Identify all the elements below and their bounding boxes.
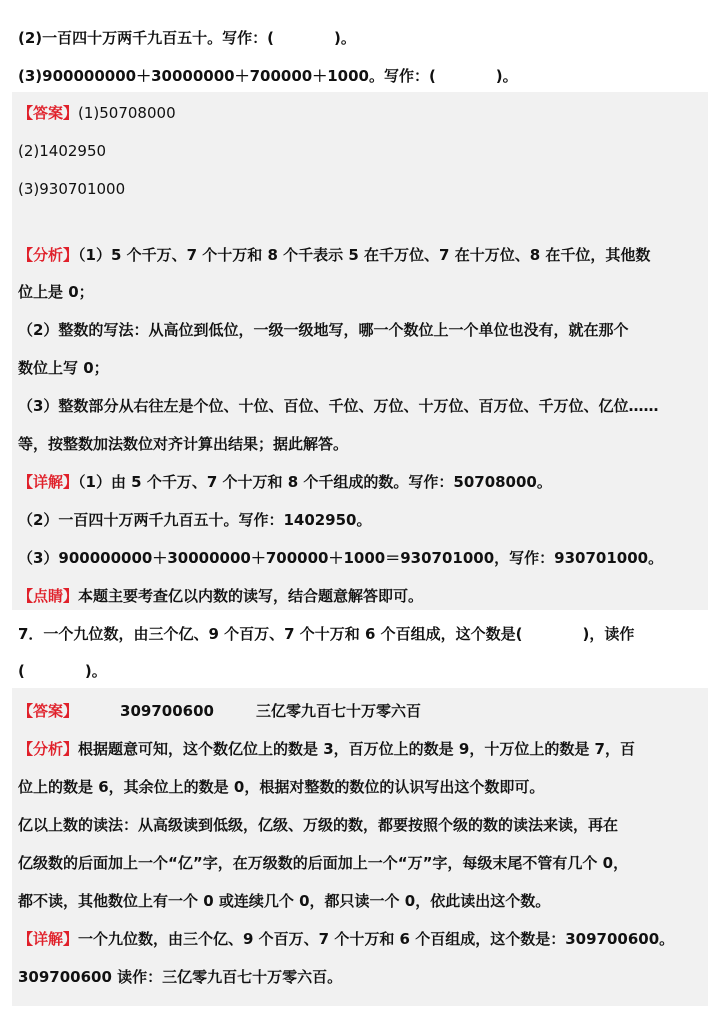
answer2-reading: 三亿零九百七十万零六百 (255, 702, 421, 720)
analysis-line-1 (18, 245, 650, 265)
answer-tag: 【答案】 (18, 104, 79, 122)
detail-tag: 【详解】 (18, 473, 79, 491)
q6-part3: (3)900000000＋30000000＋700000＋1000。写作：( )。 (18, 67, 518, 85)
analysis-text-5: （3）整数部分从右往左是个位、十位、百位、千位、万位、十万位、百万位、千万位、亿位…… (18, 397, 659, 415)
solution-block-2 (12, 688, 708, 1006)
comment-line (18, 586, 423, 606)
analysis2-line-1 (18, 739, 635, 759)
answer-part2: (2)1402950 (18, 142, 107, 160)
answer-part1: (1)50708000 (78, 104, 176, 122)
q7-line1: 7．一个九位数，由三个亿、9 个百万、7 个十万和 6 个百组成，这个数是( )，读作 (18, 625, 635, 643)
analysis-text-6: 等，按整数加法数位对齐计算出结果；据此解答。 (18, 435, 349, 453)
comment-text: 本题主要考查亿以内数的读写，结合题意解答即可。 (78, 587, 424, 605)
analysis2-text-2: 位上的数是 6，其余位上的数是 0，根据对整数的数位的认识写出这个数即可。 (18, 778, 545, 796)
answer2-number: 309700600 (120, 702, 214, 720)
analysis2-text-1: 根据题意可知，这个数亿位上的数是 3，百万位上的数是 9，十万位上的数是 7，百 (78, 740, 635, 758)
detail-text-2: （2）一百四十万两千九百五十。写作：1402950。 (18, 511, 372, 529)
detail-line-1 (18, 472, 552, 492)
detail2-tag: 【详解】 (18, 930, 79, 948)
analysis-text-4: 数位上写 0； (18, 359, 109, 377)
detail-text-3: （3）900000000＋30000000＋700000＋1000＝930701000，写作：930701000。 (18, 549, 664, 567)
analysis2-tag: 【分析】 (18, 740, 79, 758)
solution-block-1 (12, 92, 708, 610)
q6-part2: (2)一百四十万两千九百五十。写作：( )。 (18, 29, 356, 47)
answer-part3: (3)930701000 (18, 180, 126, 198)
comment-tag: 【点睛】 (18, 587, 79, 605)
analysis-text-1: （1）5 个千万、7 个十万和 8 个千表示 5 在千万位、7 在十万位、8 在千位，其他数 (78, 246, 651, 264)
answer-line-1 (18, 103, 176, 123)
analysis2-text-5: 都不读，其他数位上有一个 0 或连续几个 0，都只读一个 0，依此读出这个数。 (18, 892, 551, 910)
answer2-line (18, 701, 421, 721)
analysis-text-3: （2）整数的写法：从高位到低位，一级一级地写，哪一个数位上一个单位也没有，就在那个 (18, 321, 629, 339)
analysis2-text-4: 亿级数的后面加上一个“亿”字，在万级数的后面加上一个“万”字，每级末尾不管有几个 0， (18, 854, 629, 872)
q7-line2: ( )。 (18, 662, 107, 680)
analysis-text-2: 位上是 0； (18, 283, 94, 301)
detail2-text-1: 一个九位数，由三个亿、9 个百万、7 个十万和 6 个百组成，这个数是：309700600。 (78, 930, 675, 948)
detail2-line-1 (18, 929, 674, 949)
analysis-tag: 【分析】 (18, 246, 79, 264)
analysis2-text-3: 亿以上数的读法：从高级读到低级，亿级、万级的数，都要按照个级的数的读法来读，再在 (18, 816, 619, 834)
answer2-tag: 【答案】 (18, 702, 79, 720)
detail2-text-2: 309700600 读作：三亿零九百七十万零六百。 (18, 968, 343, 986)
detail-text-1: （1）由 5 个千万、7 个十万和 8 个千组成的数。写作：50708000。 (78, 473, 552, 491)
